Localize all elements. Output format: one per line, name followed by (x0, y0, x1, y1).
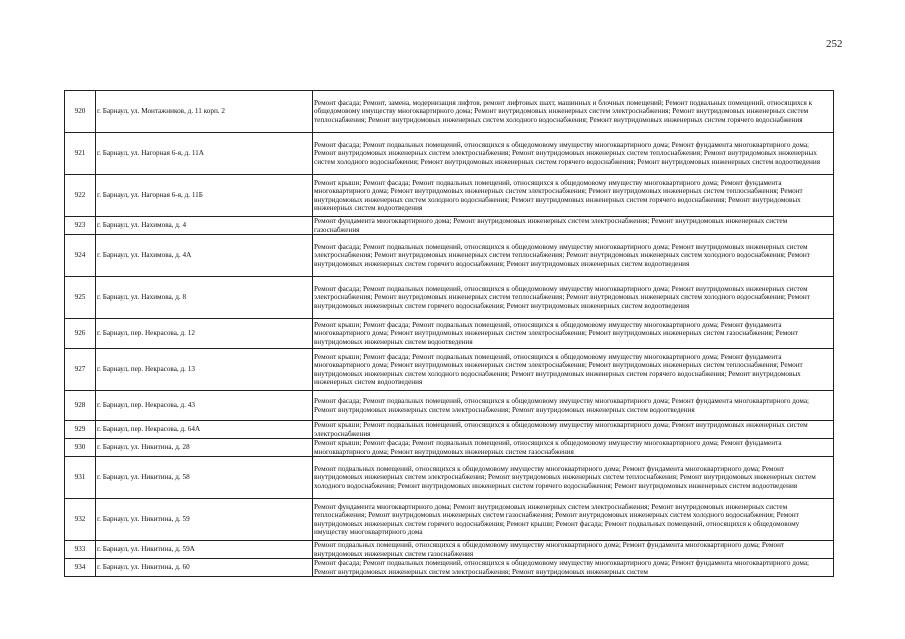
row-works: Ремонт подвальных помещений, относящихся к общедомовому имуществу многоквартирного дома; Ремонт фундамента многоквартирного дома; Ремонт внутридомовых инженерных систем газоснабжения (313, 541, 834, 559)
table-row (65, 559, 834, 577)
page-number: 252 (826, 38, 843, 50)
table-row (65, 421, 834, 439)
table-row (65, 319, 834, 349)
row-number: 922 (65, 175, 96, 217)
row-address: г. Барнаул, пер. Некрасова, д. 13 (96, 349, 313, 391)
row-address: г. Барнаул, ул. Никитина, д. 58 (96, 457, 313, 499)
row-address: г. Барнаул, пер. Некрасова, д. 64А (96, 421, 313, 439)
row-works: Ремонт крыши; Ремонт фасада; Ремонт подвальных помещений, относящихся к общедомовому имуществу многоквартирного дома; Ремонт фундамента многоквартирного дома; Ремонт внутридомовых инженерных систем электроснабжения; Ремонт внутридомовых инженерных систем теплоснабжения; Ремонт внутридомовых инженерных систем холодного водоснабжения; Ремонт внутридомовых инженерных систем горячего водоснабжения; Ремонт внутридомовых инженерных систем водоотведения (313, 175, 834, 217)
row-address: г. Барнаул, ул. Нахимова, д. 4А (96, 235, 313, 277)
row-number: 926 (65, 319, 96, 349)
row-address: г. Барнаул, ул. Никитина, д. 60 (96, 559, 313, 577)
row-works: Ремонт фасада; Ремонт подвальных помещений, относящихся к общедомовому имуществу многоквартирного дома; Ремонт фундамента многоквартирного дома; Ремонт внутридомовых инженерных систем электроснабжения; Ремонт внутридомовых инженерных систем теплоснабжения; Ремонт внутридомовых инженерных систем холодного водоснабжения; Ремонт внутридомовых инженерных систем горячего водоснабжения; Ремонт внутридомовых инженерных систем водоотведения (313, 133, 834, 175)
row-number: 924 (65, 235, 96, 277)
row-address: г. Барнаул, ул. Нахимова, д. 4 (96, 217, 313, 235)
row-number: 933 (65, 541, 96, 559)
row-number: 923 (65, 217, 96, 235)
row-number: 925 (65, 277, 96, 319)
table-row (65, 91, 834, 133)
row-address: г. Барнаул, ул. Нахимова, д. 8 (96, 277, 313, 319)
table-row (65, 541, 834, 559)
row-works: Ремонт подвальных помещений, относящихся к общедомовому имуществу многоквартирного дома; Ремонт фундамента многоквартирного дома; Ремонт внутридомовых инженерных систем электроснабжения; Ремонт внутридомовых инженерных систем теплоснабжения; Ремонт внутридомовых инженерных систем холодного водоснабжения; Ремонт внутридомовых инженерных систем горячего водоснабжения; Ремонт внутридомовых инженерных систем водоотведения (313, 457, 834, 499)
table-row (65, 499, 834, 541)
table-row (65, 391, 834, 421)
row-address: г. Барнаул, пер. Некрасова, д. 12 (96, 319, 313, 349)
table-row (65, 349, 834, 391)
row-number: 934 (65, 559, 96, 577)
row-number: 932 (65, 499, 96, 541)
row-works: Ремонт фасада; Ремонт подвальных помещений, относящихся к общедомовому имуществу многоквартирного дома; Ремонт внутридомовых инженерных систем электроснабжения; Ремонт внутридомовых инженерных систем теплоснабжения; Ремонт внутридомовых инженерных систем холодного водоснабжения; Ремонт внутридомовых инженерных систем горячего водоснабжения; Ремонт внутридомовых инженерных систем водоотведения (313, 235, 834, 277)
row-works: Ремонт крыши; Ремонт подвальных помещений, относящихся к общедомовому имуществу многоквартирного дома; Ремонт внутридомовых инженерных систем электроснабжения (313, 421, 834, 439)
row-number: 920 (65, 91, 96, 133)
row-works: Ремонт крыши; Ремонт фасада; Ремонт подвальных помещений, относящихся к общедомовому имуществу многоквартирного дома; Ремонт фундамента многоквартирного дома; Ремонт внутридомовых инженерных систем электроснабжения; Ремонт внутридомовых инженерных систем теплоснабжения; Ремонт внутридомовых инженерных систем холодного водоснабжения; Ремонт внутридомовых инженерных систем горячего водоснабжения; Ремонт внутридомовых инженерных систем водоотведения (313, 349, 834, 391)
table-row (65, 439, 834, 457)
row-works: Ремонт фасада; Ремонт подвальных помещений, относящихся к общедомовому имуществу многоквартирного дома; Ремонт фундамента многоквартирного дома; Ремонт внутридомовых инженерных систем электроснабжения; Ремонт внутридомовых инженерных систем водоотведения (313, 391, 834, 421)
table-row (65, 277, 834, 319)
row-address: г. Барнаул, ул. Никитина, д. 59А (96, 541, 313, 559)
row-address: г. Барнаул, ул. Никитина, д. 28 (96, 439, 313, 457)
row-number: 928 (65, 391, 96, 421)
repair-registry-table (64, 90, 834, 577)
row-address: г. Барнаул, ул. Никитина, д. 59 (96, 499, 313, 541)
row-works: Ремонт крыши; Ремонт фасада; Ремонт подвальных помещений, относящихся к общедомовому имуществу многоквартирного дома; Ремонт фундамента многоквартирного дома; Ремонт внутридомовых инженерных систем газоснабжения (313, 439, 834, 457)
table-row (65, 175, 834, 217)
row-number: 927 (65, 349, 96, 391)
row-number: 929 (65, 421, 96, 439)
table-row (65, 133, 834, 175)
row-works: Ремонт фундамента многоквартирного дома; Ремонт внутридомовых инженерных систем электроснабжения; Ремонт внутридомовых инженерных систем теплоснабжения; Ремонт внутридомовых инженерных систем газоснабжения; Ремонт внутридомовых инженерных систем холодного водоснабжения; Ремонт внутридомовых инженерных систем горячего водоснабжения; Ремонт крыши; Ремонт фасада; Ремонт подвальных помещений, относящихся к общедомовому имуществу многоквартирного дома (313, 499, 834, 541)
row-address: г. Барнаул, пер. Некрасова, д. 43 (96, 391, 313, 421)
row-works: Ремонт фасада; Ремонт, замена, модернизация лифтов, ремонт лифтовых шахт, машинных и блочных помещений; Ремонт подвальных помещений, относящихся к общедомовому имуществу многоквартирного дома; Ремонт внутридомовых инженерных систем электроснабжения; Ремонт внутридомовых инженерных систем теплоснабжения; Ремонт внутридомовых инженерных систем холодного водоснабжения; Ремонт внутридомовых инженерных систем горячего водоснабжения (313, 91, 834, 133)
table-row (65, 457, 834, 499)
row-works: Ремонт фасада; Ремонт подвальных помещений, относящихся к общедомовому имуществу многоквартирного дома; Ремонт фундамента многоквартирного дома; Ремонт внутридомовых инженерных систем электроснабжения; Ремонт внутридомовых инженерных систем (313, 559, 834, 577)
row-address: г. Барнаул, ул. Нагорная 6-я, д. 11Б (96, 175, 313, 217)
table-row (65, 217, 834, 235)
row-works: Ремонт фасада; Ремонт подвальных помещений, относящихся к общедомовому имуществу многоквартирного дома; Ремонт внутридомовых инженерных систем электроснабжения; Ремонт внутридомовых инженерных систем теплоснабжения; Ремонт внутридомовых инженерных систем холодного водоснабжения; Ремонт внутридомовых инженерных систем горячего водоснабжения; Ремонт внутридомовых инженерных систем водоотведения (313, 277, 834, 319)
row-number: 930 (65, 439, 96, 457)
row-number: 921 (65, 133, 96, 175)
row-works: Ремонт фундамента многоквартирного дома; Ремонт внутридомовых инженерных систем электроснабжения; Ремонт внутридомовых инженерных систем газоснабжения (313, 217, 834, 235)
row-address: г. Барнаул, ул. Нагорная 6-я, д. 11А (96, 133, 313, 175)
row-works: Ремонт крыши; Ремонт фасада; Ремонт подвальных помещений, относящихся к общедомовому имуществу многоквартирного дома; Ремонт фундамента многоквартирного дома; Ремонт внутридомовых инженерных систем электроснабжения; Ремонт внутридомовых инженерных систем газоснабжения; Ремонт внутридомовых инженерных систем водоотведения (313, 319, 834, 349)
row-address: г. Барнаул, ул. Монтажников, д. 11 корп. 2 (96, 91, 313, 133)
row-number: 931 (65, 457, 96, 499)
table-row (65, 235, 834, 277)
